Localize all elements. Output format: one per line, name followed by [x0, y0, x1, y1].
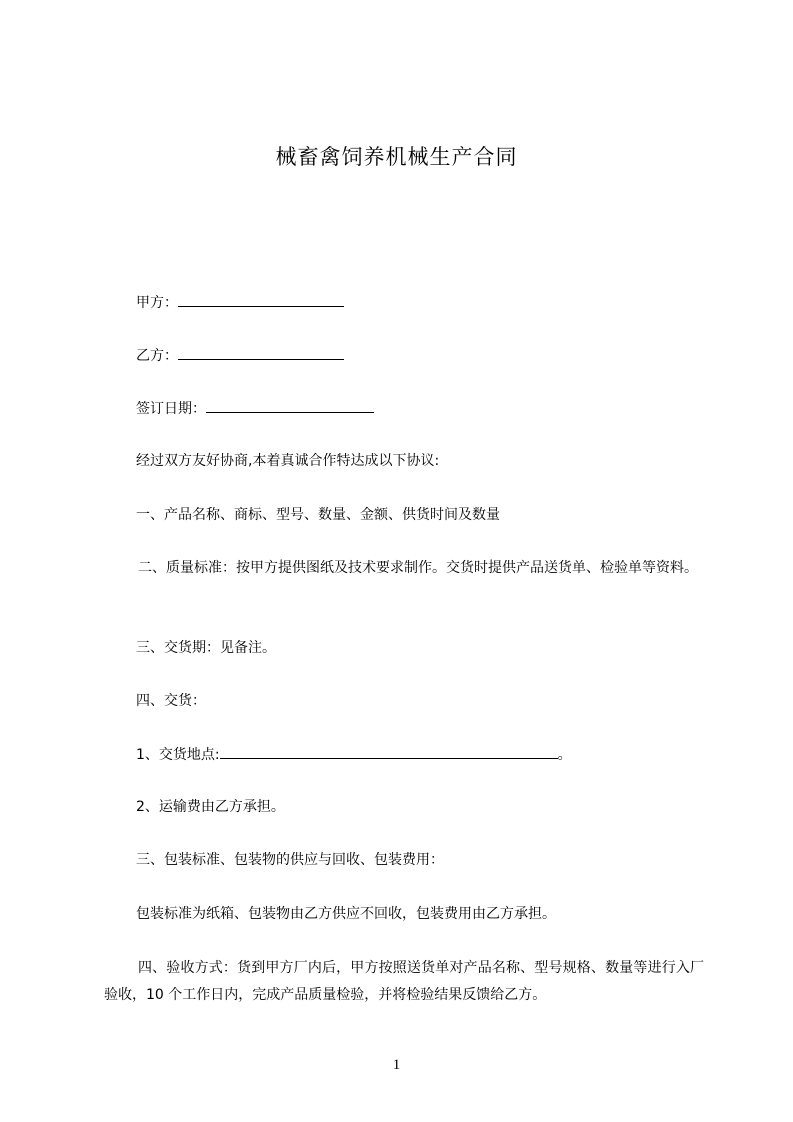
- page-number: 1: [392, 1057, 401, 1073]
- sign-date-label: 签订日期：: [136, 401, 206, 417]
- party-b-line: [136, 345, 344, 366]
- delivery-place-end: 。: [557, 747, 572, 763]
- section-4-delivery: 四、交货：: [136, 693, 206, 709]
- delivery-place-blank: [220, 744, 558, 759]
- packing-heading: 三、包装标准、包装物的供应与回收、包装费用：: [136, 852, 444, 868]
- intro-text: 经过双方友好协商,本着真诚合作特达成以下协议:: [136, 453, 440, 469]
- party-a-label: 甲方：: [136, 295, 178, 311]
- transport-fee: 2、运输费由乙方承担。: [136, 799, 285, 815]
- delivery-place-label: 1、交货地点:: [136, 747, 220, 763]
- party-b-label: 乙方：: [136, 348, 178, 364]
- sign-date-line: [136, 398, 374, 419]
- section-2-quality: 二、质量标准：按甲方提供图纸及技术要求制作。交货时提供产品送货单、检验单等资料。: [138, 560, 698, 576]
- delivery-place-line: [136, 744, 572, 765]
- section-1-heading: 一、产品名称、商标、型号、数量、金额、供货时间及数量: [136, 507, 500, 523]
- acceptance-method: 四、验收方式：货到甲方厂内后，甲方按照送货单对产品名称、型号规格、数量等进行入厂验收，10 个工作日内，完成产品质量检验，并将检验结果反馈给乙方。: [104, 960, 704, 1003]
- sign-date-blank: [206, 398, 374, 413]
- party-a-line: [136, 292, 344, 313]
- section-3-delivery-period: 三、交货期：见备注。: [136, 640, 276, 656]
- party-a-blank: [178, 292, 344, 307]
- document-title: 械畜禽饲养机械生产合同: [275, 145, 518, 169]
- packing-text: 包装标准为纸箱、包装物由乙方供应不回收，包装费用由乙方承担。: [136, 906, 556, 922]
- party-b-blank: [178, 345, 344, 360]
